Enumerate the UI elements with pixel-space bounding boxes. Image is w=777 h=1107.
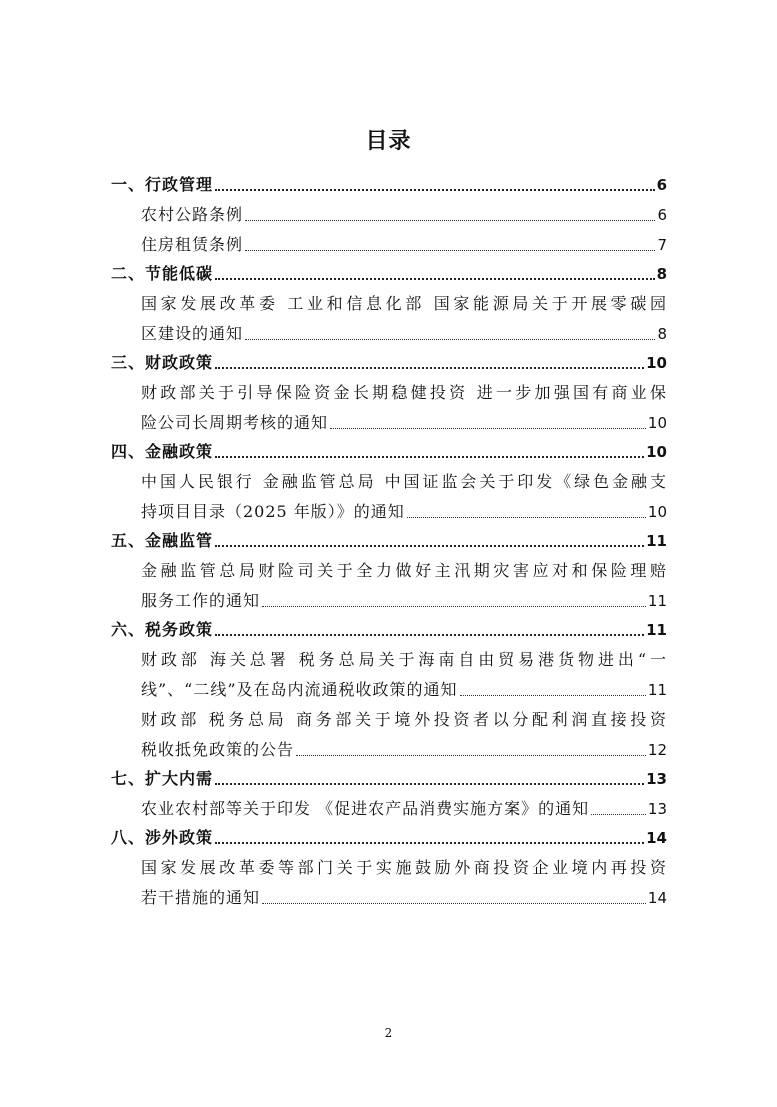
entry-page-number: 11 (647, 681, 667, 699)
entry-last-line (141, 671, 667, 701)
entry-page-number: 11 (647, 592, 667, 610)
entry-title-line: 财政部 海关总署 税务总局关于海南自由贸易港货物进出“一 (141, 650, 667, 669)
entry-title-line: 财政部关于引导保险资金长期稳健投资 进一步加强国有商业保 (141, 383, 667, 402)
toc-section-heading[interactable] (111, 345, 667, 374)
entry-last-line (141, 315, 667, 345)
entry-title-line: 税收抵免政策的公告 (141, 740, 295, 759)
dot-leader (215, 367, 644, 369)
entry-page-number: 6 (657, 206, 667, 224)
dot-leader (262, 606, 646, 607)
entry-page-number: 8 (657, 325, 667, 343)
entry-title-line: 财政部 税务总局 商务部关于境外投资者以分配利润直接投资 (141, 710, 667, 729)
toc-section (111, 434, 667, 523)
section-page-number: 11 (646, 621, 667, 639)
entry-last-line (141, 493, 667, 523)
section-label: 四、金融政策 (111, 442, 214, 461)
toc-entry[interactable] (111, 701, 667, 761)
entry-title-line: 线”、“二线”及在岛内流通税收政策的通知 (141, 680, 458, 699)
toc-entry[interactable] (111, 641, 667, 701)
toc-entry[interactable] (111, 285, 667, 345)
entry-title-line: 险公司长周期考核的通知 (141, 413, 329, 432)
section-label: 二、节能低碳 (111, 264, 214, 283)
dot-leader (460, 695, 646, 696)
toc-entry[interactable] (111, 374, 667, 434)
entry-page-number: 10 (647, 414, 667, 432)
entry-page-number: 10 (647, 503, 667, 521)
dot-leader (407, 517, 646, 518)
entry-last-line (141, 879, 667, 909)
dot-leader (215, 842, 644, 844)
toc-section (111, 820, 667, 909)
toc-section-heading[interactable] (111, 523, 667, 552)
dot-leader (215, 189, 655, 191)
dot-leader (215, 456, 644, 458)
table-of-contents (111, 167, 667, 909)
toc-section (111, 612, 667, 761)
entry-title-line: 持项目目录（2025 年版）》的通知 (141, 502, 405, 521)
toc-entry[interactable] (111, 552, 667, 612)
entry-title-line: 国家发展改革委等部门关于实施鼓励外商投资企业境内再投资 (141, 858, 667, 877)
entry-page-number: 12 (647, 741, 667, 759)
entry-last-line (141, 731, 667, 761)
section-page-number: 6 (656, 176, 667, 194)
toc-entry[interactable] (111, 226, 667, 256)
toc-section (111, 167, 667, 256)
section-label: 七、扩大内需 (111, 769, 214, 788)
entry-title-line: 金融监管总局财险司关于全力做好主汛期灾害应对和保险理赔 (141, 561, 667, 580)
dot-leader (591, 814, 646, 815)
toc-section-heading[interactable] (111, 256, 667, 285)
dot-leader (296, 755, 646, 756)
dot-leader (215, 545, 644, 547)
section-label: 八、涉外政策 (111, 828, 214, 847)
entry-page-number: 13 (647, 800, 667, 818)
page-number: 2 (384, 1026, 393, 1040)
toc-section-heading[interactable] (111, 612, 667, 641)
entry-title-line: 农业农村部等关于印发 《促进农产品消费实施方案》的通知 (141, 799, 590, 818)
entry-title-line: 住房租赁条例 (141, 235, 244, 254)
toc-entry[interactable] (111, 463, 667, 523)
toc-entry[interactable] (111, 849, 667, 909)
section-page-number: 10 (646, 443, 667, 461)
toc-entry[interactable] (111, 196, 667, 226)
section-label: 三、财政政策 (111, 353, 214, 372)
entry-last-line (141, 790, 667, 820)
toc-section-heading[interactable] (111, 761, 667, 790)
toc-section-heading[interactable] (111, 820, 667, 849)
dot-leader (215, 783, 644, 785)
dot-leader (245, 250, 655, 251)
entry-last-line (141, 196, 667, 226)
section-label: 六、税务政策 (111, 620, 214, 639)
entry-page-number: 14 (647, 889, 667, 907)
section-page-number: 11 (646, 532, 667, 550)
page-title: 目录 (365, 129, 412, 154)
entry-title-line: 国家发展改革委 工业和信息化部 国家能源局关于开展零碳园 (141, 294, 667, 313)
dot-leader (215, 278, 655, 280)
section-label: 五、金融监管 (111, 531, 214, 550)
dot-leader (215, 634, 644, 636)
section-page-number: 8 (656, 265, 667, 283)
entry-last-line (141, 582, 667, 612)
toc-section-heading[interactable] (111, 167, 667, 196)
section-page-number: 14 (646, 829, 667, 847)
dot-leader (245, 220, 655, 221)
toc-section (111, 761, 667, 820)
toc-section (111, 256, 667, 345)
toc-section-heading[interactable] (111, 434, 667, 463)
entry-last-line (141, 404, 667, 434)
toc-entry[interactable] (111, 790, 667, 820)
dot-leader (262, 903, 646, 904)
toc-section (111, 523, 667, 612)
entry-title-line: 服务工作的通知 (141, 591, 261, 610)
entry-title-line: 农村公路条例 (141, 205, 244, 224)
entry-page-number: 7 (657, 236, 667, 254)
entry-title-line: 若干措施的通知 (141, 888, 261, 907)
entry-last-line (141, 226, 667, 256)
section-page-number: 10 (646, 354, 667, 372)
toc-section (111, 345, 667, 434)
dot-leader (330, 428, 646, 429)
entry-title-line: 区建设的通知 (141, 324, 244, 343)
dot-leader (245, 339, 655, 340)
section-label: 一、行政管理 (111, 175, 214, 194)
entry-title-line: 中国人民银行 金融监管总局 中国证监会关于印发《绿色金融支 (141, 472, 667, 491)
section-page-number: 13 (646, 770, 667, 788)
